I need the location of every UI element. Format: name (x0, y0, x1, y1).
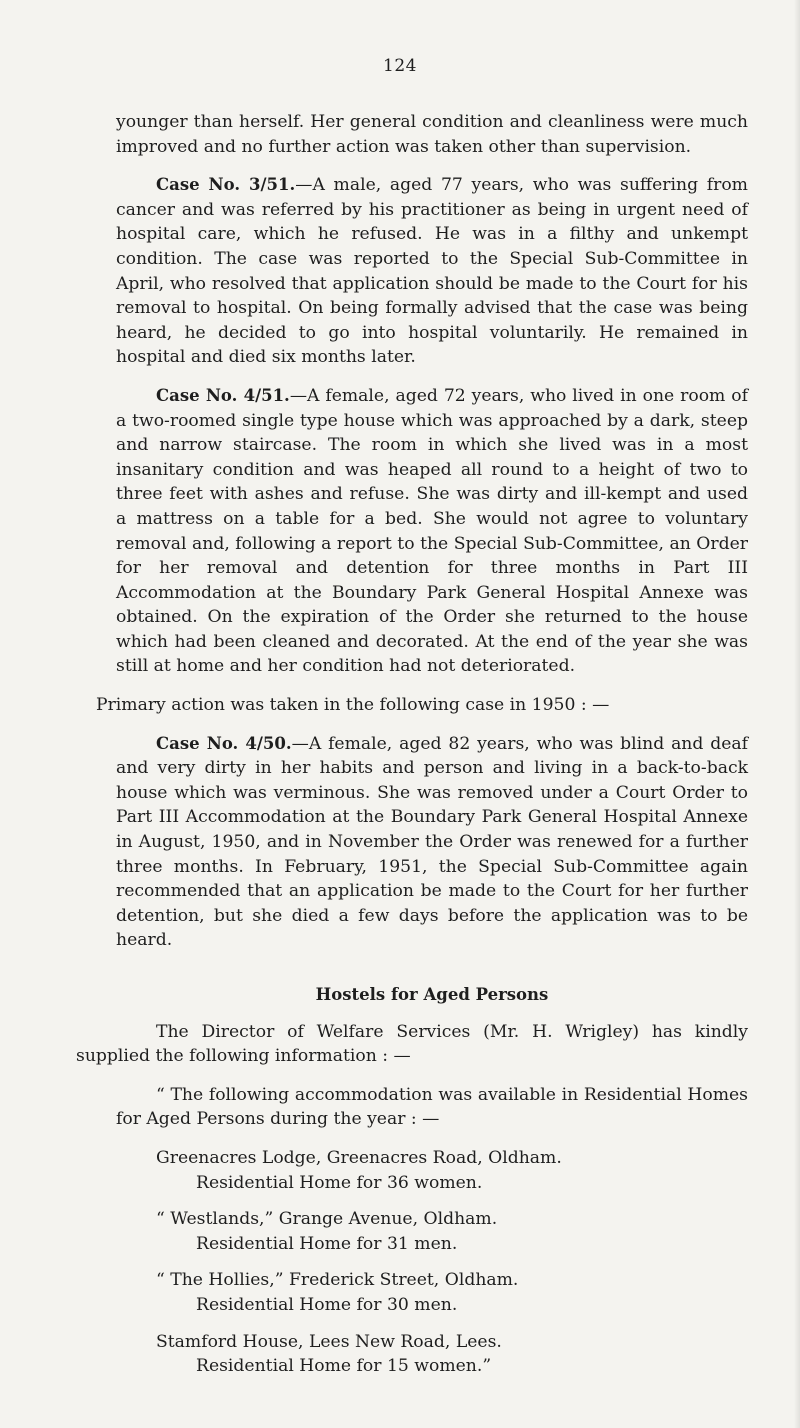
home-entry (156, 1268, 748, 1317)
case-4-50-label: Case No. 4/50. (156, 733, 292, 753)
page-edge-shadow (794, 0, 800, 1428)
home-name: Greenacres Lodge, Greenacres Road, Oldham. (156, 1147, 562, 1168)
page-number: 124 (383, 56, 417, 76)
primary-action-line: Primary action was taken in the following case in 1950 : — (96, 695, 610, 716)
home-entry (156, 1330, 748, 1379)
home-name: Stamford House, Lees New Road, Lees. (156, 1331, 502, 1352)
hostels-heading: Hostels for Aged Persons (315, 985, 549, 1004)
case-4-50-paragraph (116, 732, 748, 953)
case-4-51-text: —A female, aged 72 years, who lived in one room of a two-roomed single type house which was approached by a dark, steep and narrow staircase. The room in which she lived was in a most insanitary condition and was heaped all round to a height of two to three feet with ashes and refuse. She was dirty and ill-kempt and used a mattress on a table for a bed. She would not agree to voluntary removal and, following a report to the Special Sub-Committee, an Order for her removal and detention for three months in Part III Accommodation at the Boundary Park General Hospital Annexe was obtained. On the expiration of the Order she returned to the house which had been cleaned and decorated. At the end of the year she was still at home and her condition had not deteriorated. (116, 385, 748, 677)
homes-list (116, 1146, 748, 1379)
home-name: “ Westlands,” Grange Avenue, Oldham. (156, 1209, 498, 1230)
home-entry (156, 1207, 748, 1256)
hostels-intro: The Director of Welfare Services (Mr. H. Wrigley) has kindly supplied the following information : — (76, 1021, 748, 1067)
case-3-51-paragraph (116, 173, 748, 370)
home-entry (156, 1146, 748, 1195)
home-detail: Residential Home for 15 women.” (196, 1356, 492, 1377)
case-3-51-label: Case No. 3/51. (156, 175, 296, 195)
body-text (76, 110, 749, 1379)
case-4-51-label: Case No. 4/51. (156, 385, 290, 405)
hostels-quote-intro: “ The following accommodation was available in Residential Homes for Aged Persons during the year : — (116, 1084, 748, 1130)
home-detail: Residential Home for 31 men. (196, 1233, 458, 1254)
case-4-50-text: —A female, aged 82 years, who was blind and deaf and very dirty in her habits and person and living in a back-to-back house which was verminous. She was removed under a Court Order to Part III Accommodation at the Boundary Park General Hospital Annexe in August, 1950, and in November the Order was renewed for a further three months. In February, 1951, the Special Sub-Committee again recommended that an application be made to the Court for her further detention, but she died a few days before the application was to be heard. (116, 733, 749, 951)
home-name: “ The Hollies,” Frederick Street, Oldham. (156, 1270, 519, 1291)
home-detail: Residential Home for 36 women. (196, 1172, 483, 1193)
case-3-51-text: —A male, aged 77 years, who was suffering from cancer and was referred by his practitioner as being in urgent need of hospital care, which he refused. He was in a filthy and unkempt condition. The case was reported to the Special Sub-Committee in April, who resolved that application should be made to the Court for his removal to hospital. On being formally advised that the case was being heard, he decided to go into hospital voluntarily. He remained in hospital and died six months later. (116, 175, 748, 368)
paragraph-continuation: younger than herself. Her general condition and cleanliness were much improved and no further action was taken other than supervision. (116, 112, 748, 157)
case-4-51-paragraph (116, 384, 748, 679)
home-detail: Residential Home for 30 men. (196, 1294, 458, 1315)
